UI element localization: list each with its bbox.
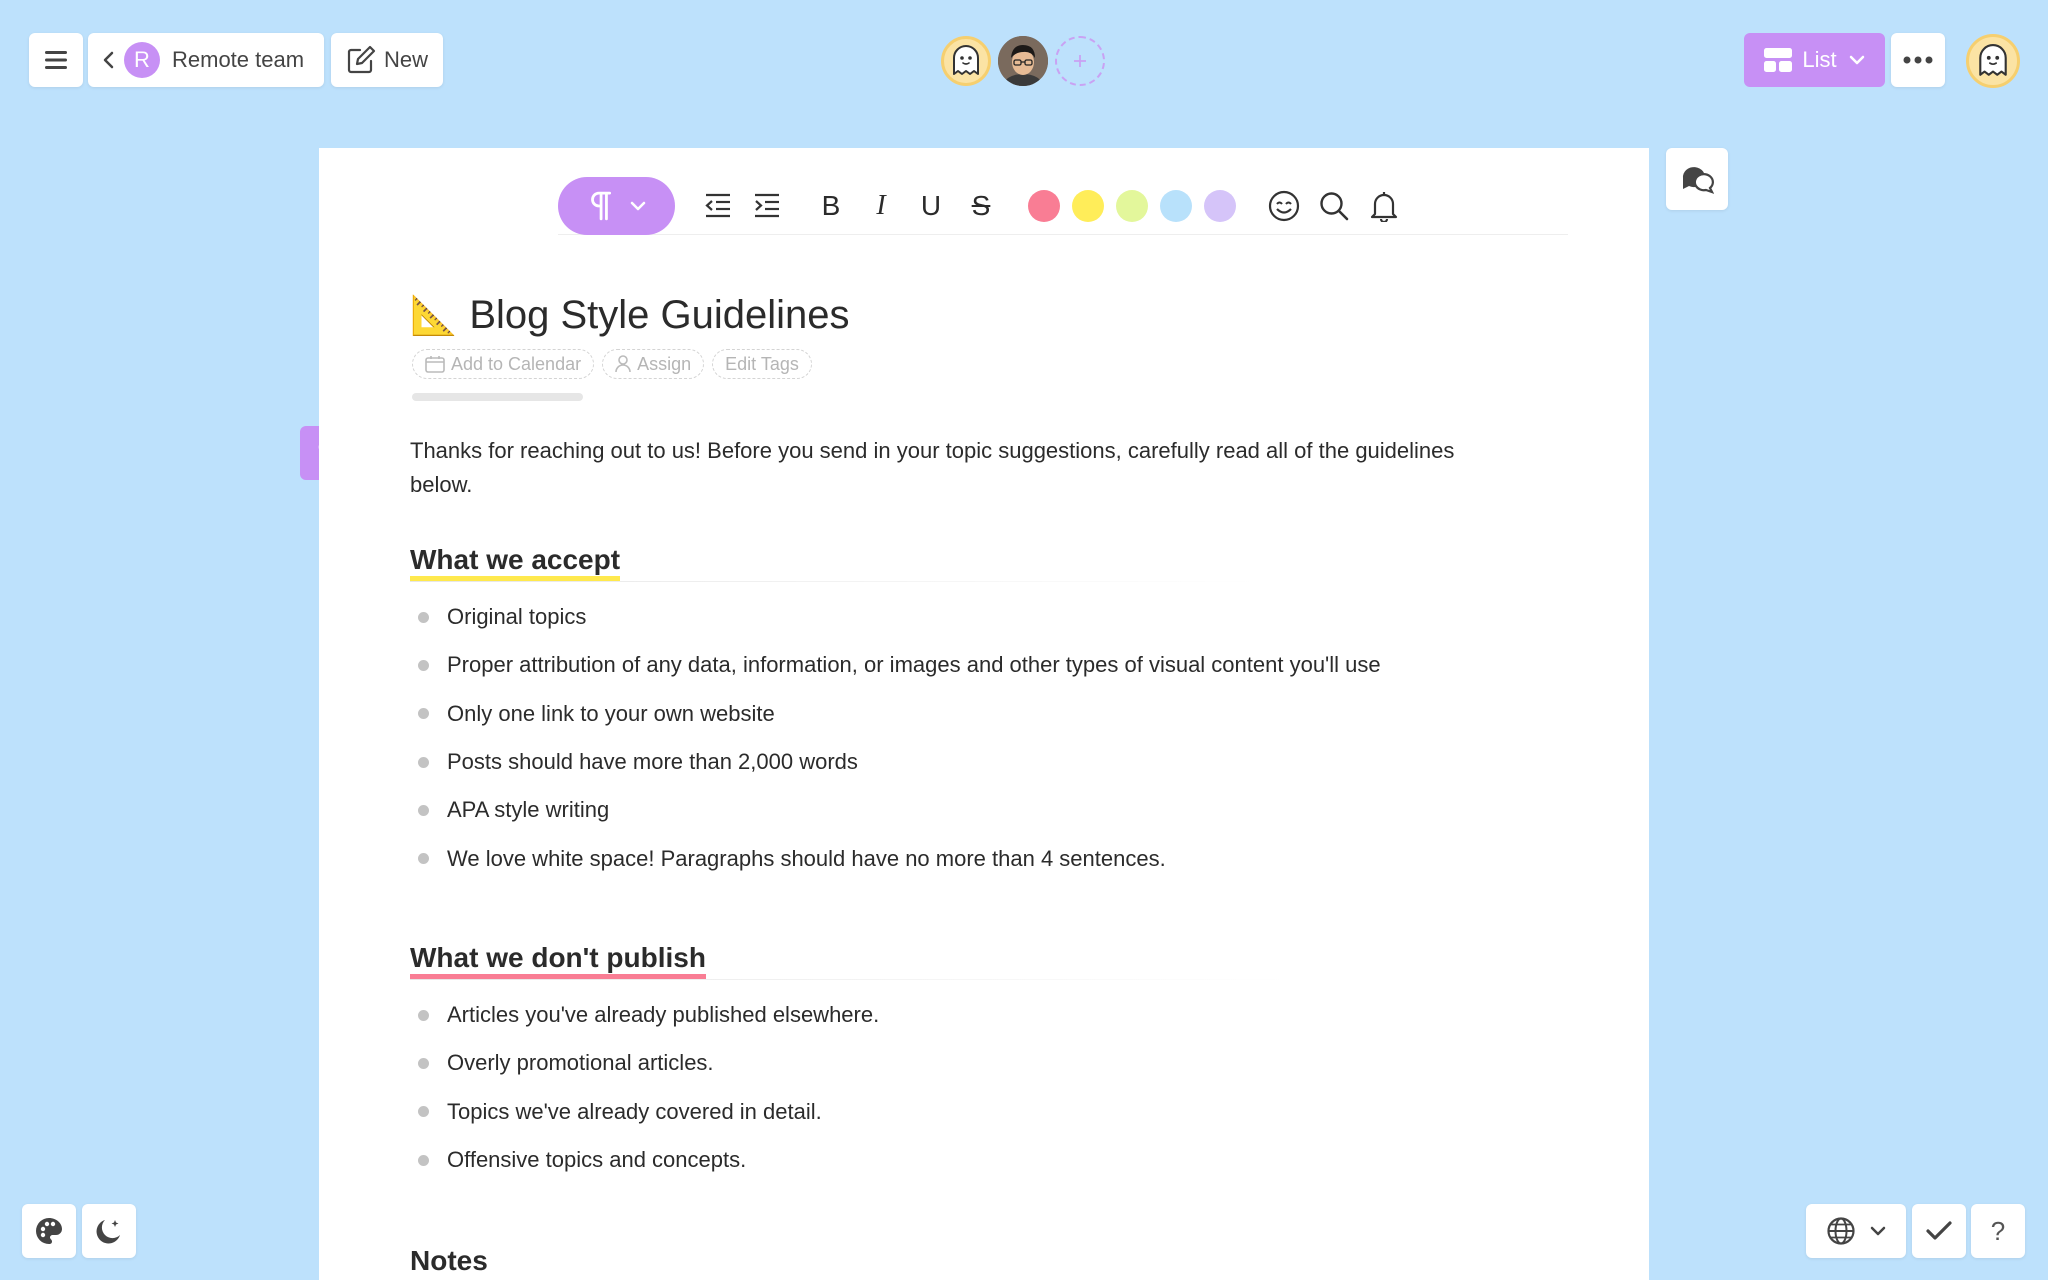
section-heading	[410, 544, 620, 576]
chat-bubbles-icon	[1680, 164, 1714, 194]
comments-button[interactable]	[1666, 148, 1728, 210]
section-heading-text: What we accept	[410, 544, 621, 575]
more-options-button[interactable]	[1891, 33, 1945, 87]
bullet-dot	[418, 708, 429, 719]
pilcrow-icon	[588, 191, 612, 221]
bullet-dot	[418, 757, 429, 768]
indent-button[interactable]	[747, 177, 787, 235]
emoji-icon	[1268, 190, 1300, 222]
list-item	[410, 641, 1381, 689]
section-heading-text: What we don't publish	[410, 942, 706, 973]
workspace-name: Remote team	[172, 47, 305, 72]
list-item-text: Only one link to your own website	[447, 700, 775, 726]
chevron-down-icon	[1870, 1226, 1886, 1236]
color-swatch-blue[interactable]	[1160, 190, 1192, 222]
bullet-dot	[418, 1010, 429, 1021]
list-item-text: We love white space! Paragraphs should have no more than 4 sentences.	[447, 845, 1166, 871]
globe-icon	[1826, 1216, 1856, 1246]
palette-icon	[34, 1216, 64, 1246]
italic-button[interactable]: I	[876, 190, 886, 221]
list-item-text: Proper attribution of any data, information, or images and other types of visual content you'll use	[447, 652, 1381, 678]
plus-icon	[1072, 53, 1088, 69]
current-user-avatar[interactable]	[1966, 34, 2020, 88]
list-item	[410, 834, 1381, 882]
intro-paragraph: Thanks for reaching out to us! Before you send in your topic suggestions, carefully read all of the guidelines below.	[410, 438, 1455, 497]
menu-button[interactable]	[29, 33, 83, 87]
strikethrough-button[interactable]: S	[971, 190, 991, 221]
list-item	[410, 1088, 879, 1136]
user-photo-icon	[998, 36, 1048, 86]
assign-button[interactable]	[602, 349, 704, 379]
night-mode-button[interactable]	[82, 1204, 136, 1258]
language-selector[interactable]	[1806, 1204, 1906, 1258]
chevron-left-icon	[102, 51, 114, 69]
list-item	[410, 690, 1381, 738]
list-item-text: Overly promotional articles.	[447, 1050, 714, 1076]
outdent-icon	[704, 193, 732, 219]
collaborator-avatar[interactable]	[941, 36, 991, 86]
reminder-button[interactable]	[1364, 177, 1404, 235]
list-item	[410, 593, 1381, 641]
workspace-badge: R	[124, 42, 160, 78]
bold-button[interactable]: B	[821, 190, 841, 221]
color-swatch-purple[interactable]	[1204, 190, 1236, 222]
ghost-icon	[950, 44, 982, 78]
section-heading	[410, 1245, 488, 1277]
help-button[interactable]: ?	[1971, 1204, 2025, 1258]
list-item-text: Posts should have more than 2,000 words	[447, 749, 858, 775]
list-item-text: APA style writing	[447, 797, 610, 823]
done-button[interactable]	[1912, 1204, 1966, 1258]
document-title[interactable]	[410, 293, 850, 338]
color-swatch-red[interactable]	[1028, 190, 1060, 222]
bullet-dot	[418, 1155, 429, 1166]
view-label: List	[1802, 47, 1837, 72]
tags-label: Edit Tags	[725, 353, 799, 374]
add-collaborator-button[interactable]	[1055, 36, 1105, 86]
list-item-text: Original topics	[447, 604, 587, 630]
section-divider	[410, 581, 1260, 582]
emoji-button[interactable]	[1264, 177, 1304, 235]
person-icon	[615, 355, 631, 373]
list-item	[410, 991, 879, 1039]
chevron-down-icon	[630, 201, 646, 211]
chevron-down-icon	[1849, 55, 1865, 65]
list-item	[410, 1039, 879, 1087]
list-item-text: Offensive topics and concepts.	[447, 1147, 747, 1173]
bullet-dot	[418, 853, 429, 864]
ghost-icon	[1976, 43, 2010, 79]
new-label: New	[383, 47, 428, 72]
paragraph-style-button[interactable]	[558, 177, 675, 235]
accept-list	[410, 593, 1381, 883]
add-to-calendar-button[interactable]	[412, 349, 594, 379]
bullet-dot	[418, 1106, 429, 1117]
breadcrumb-back-button[interactable]	[88, 33, 324, 87]
title-text: Blog Style Guidelines	[469, 293, 850, 337]
checkmark-icon	[1926, 1221, 1952, 1241]
bullet-dot	[418, 612, 429, 623]
ellipsis-icon	[1903, 56, 1933, 64]
list-item	[410, 738, 1381, 786]
search-icon	[1319, 191, 1349, 221]
progress-bar	[412, 393, 583, 401]
list-item	[410, 1136, 879, 1184]
search-button[interactable]	[1314, 177, 1354, 235]
section-heading	[410, 942, 706, 974]
section-heading-text: Notes	[410, 1245, 488, 1276]
indent-icon	[753, 193, 781, 219]
calendar-icon	[425, 355, 445, 373]
list-item	[410, 786, 1381, 834]
title-emoji: 📐	[410, 294, 458, 337]
bullet-dot	[418, 1058, 429, 1069]
calendar-label: Add to Calendar	[451, 353, 582, 374]
color-swatch-yellow[interactable]	[1072, 190, 1104, 222]
edit-tags-button[interactable]	[712, 349, 812, 379]
new-document-button[interactable]	[331, 33, 443, 87]
collaborator-avatar-photo[interactable]	[998, 36, 1048, 86]
bullet-dot	[418, 660, 429, 671]
compose-icon	[346, 45, 376, 75]
section-divider	[410, 979, 1290, 980]
moon-icon	[94, 1216, 124, 1246]
assign-label: Assign	[637, 353, 692, 374]
reject-list	[410, 991, 879, 1184]
outdent-button[interactable]	[698, 177, 738, 235]
document-page	[319, 148, 1649, 1280]
bullet-dot	[418, 805, 429, 816]
hamburger-icon	[45, 51, 67, 69]
document-meta-row	[412, 349, 812, 379]
view-switcher-button[interactable]	[1744, 33, 1885, 87]
bell-icon	[1370, 190, 1398, 222]
underline-button[interactable]: U	[920, 190, 942, 221]
list-view-icon	[1764, 48, 1792, 72]
theme-palette-button[interactable]	[22, 1204, 76, 1258]
list-item-text: Articles you've already published elsewhere.	[447, 1002, 880, 1028]
formatting-toolbar	[558, 177, 1568, 235]
list-item-text: Topics we've already covered in detail.	[447, 1098, 822, 1124]
color-swatch-green[interactable]	[1116, 190, 1148, 222]
